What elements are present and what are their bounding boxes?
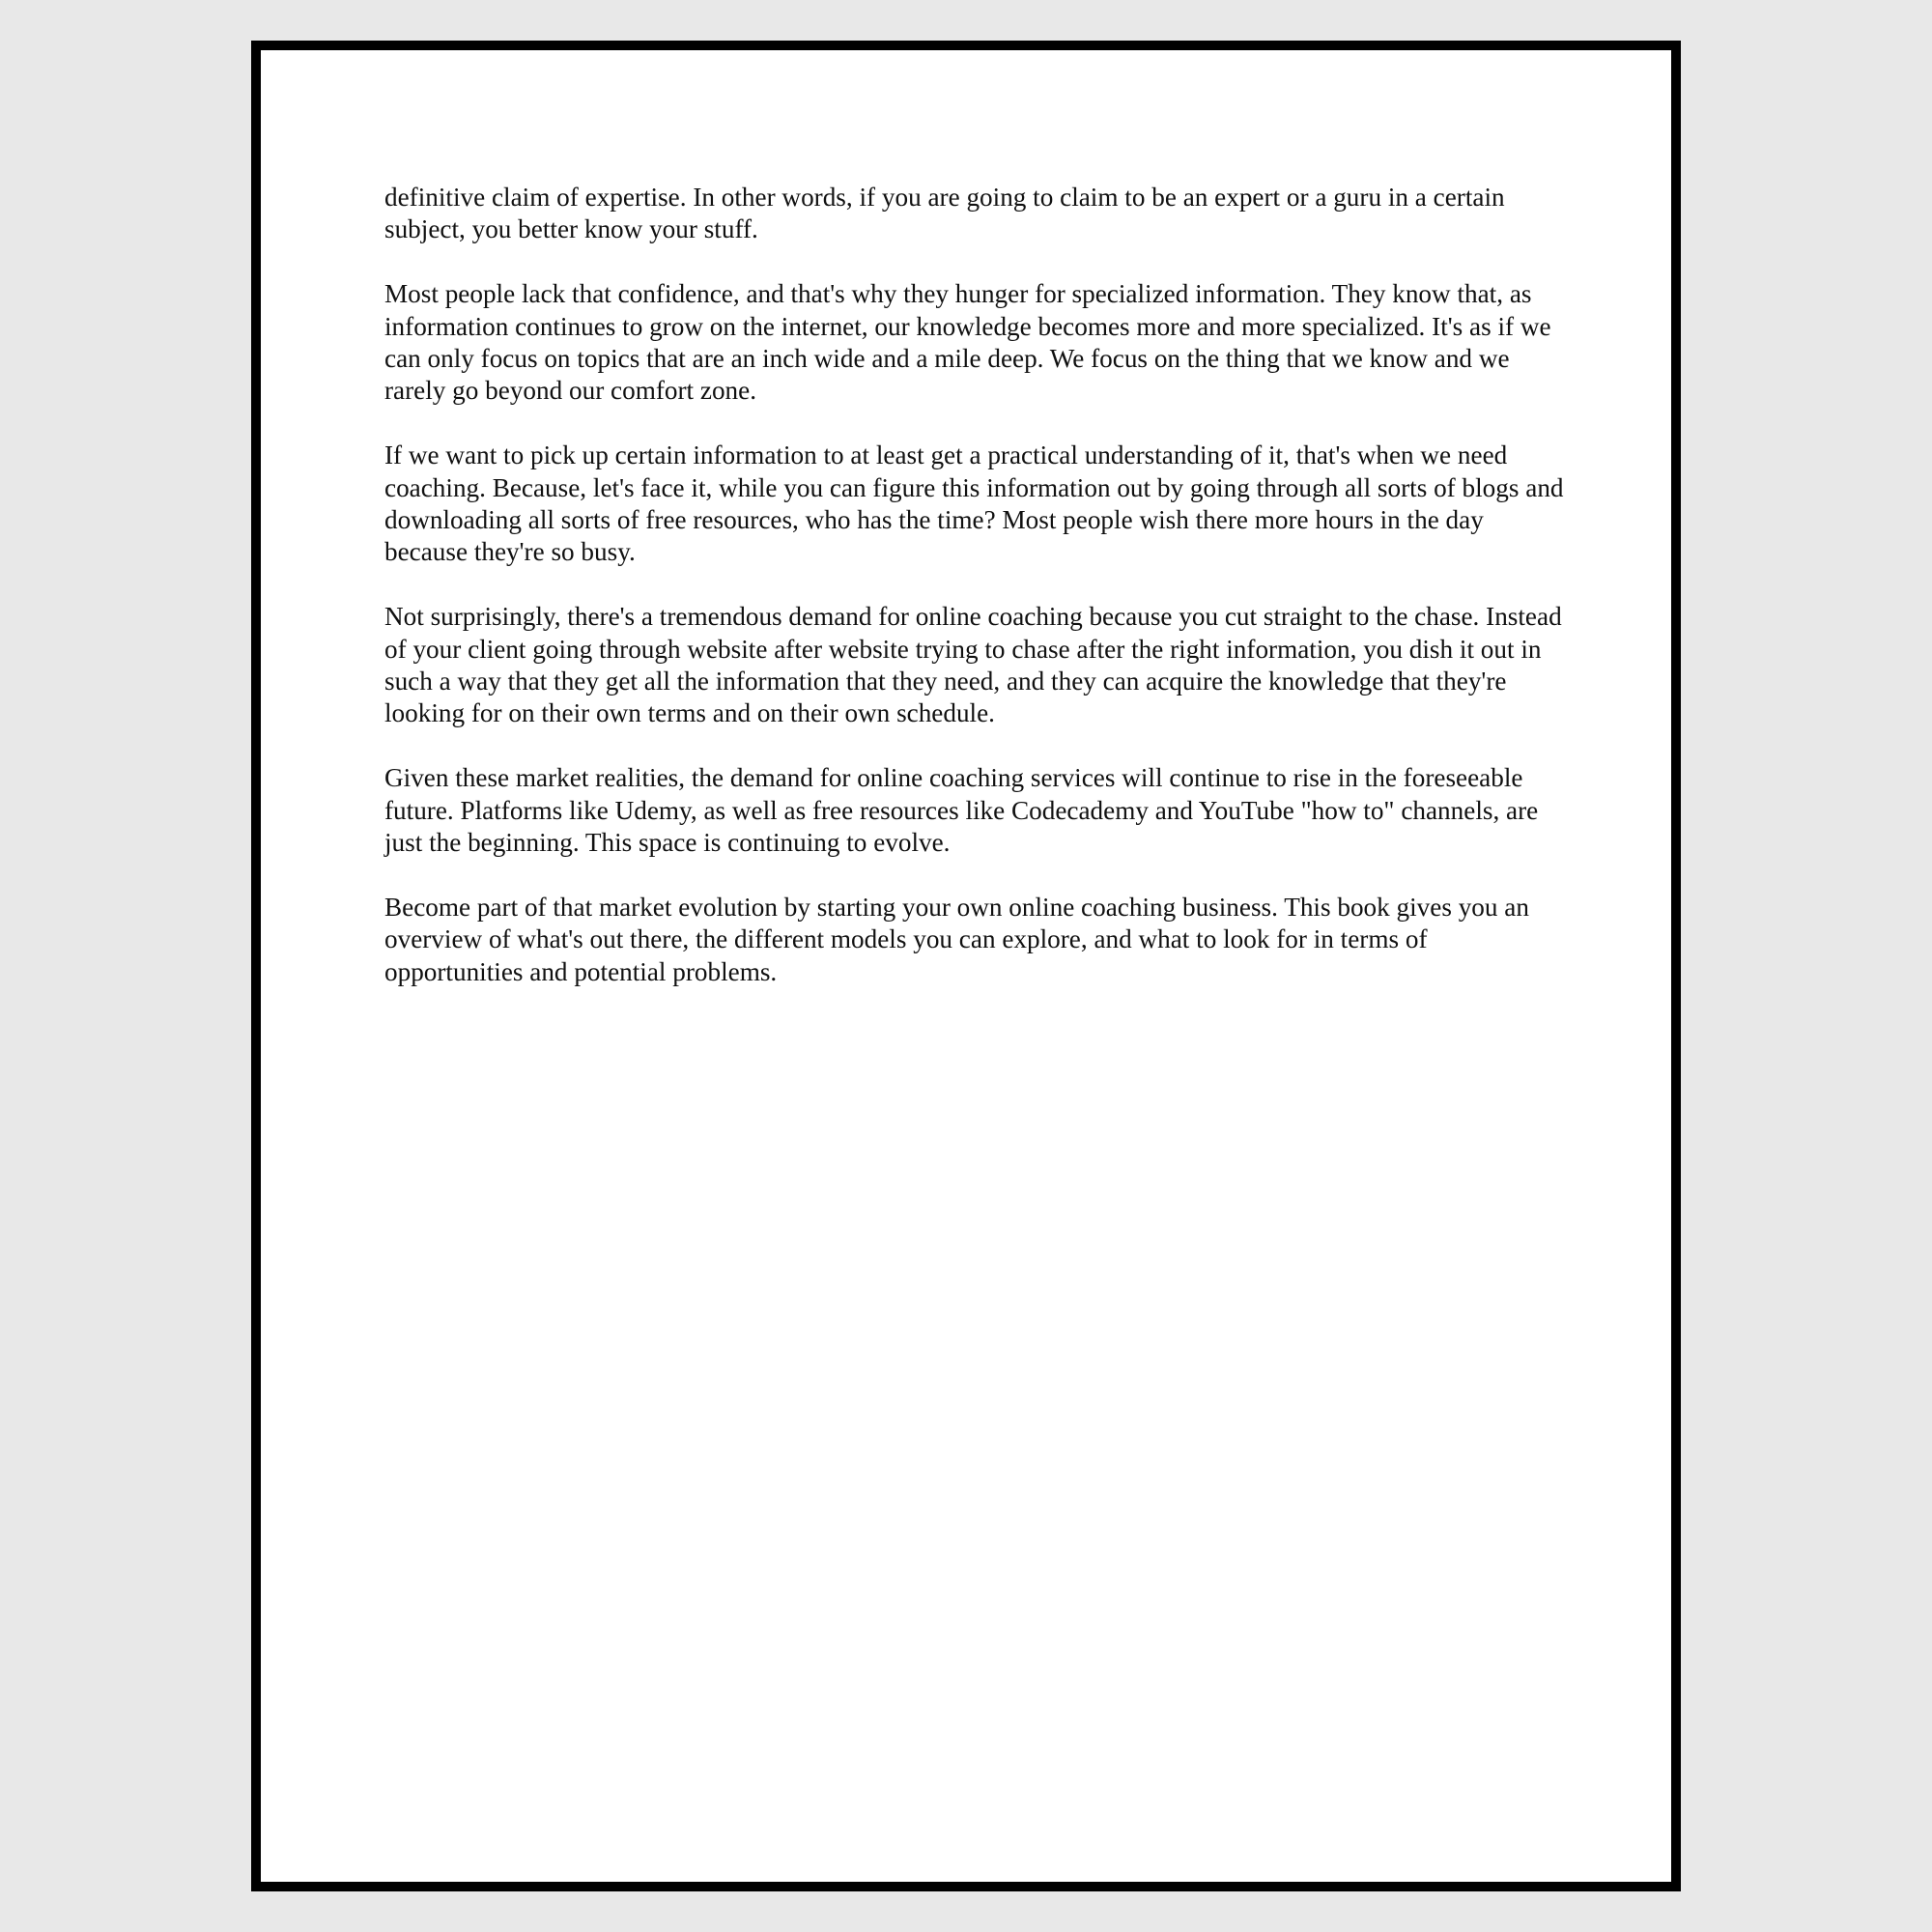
paragraph: Not surprisingly, there's a tremendous demand for online coaching because you cut straight to the chase. Instead of your client going through website after website trying to chase after the right information, you dish it out in such a way that they get all the information that they need, and they can acquire the knowledge that they're looking for on their own terms and on their own schedule.	[384, 602, 1562, 728]
document-page	[251, 41, 1681, 1891]
paragraph: Become part of that market evolution by starting your own online coaching business. This book gives you an overview of what's out there, the different models you can explore, and what to look for in terms of opportunities and potential problems.	[384, 892, 1529, 986]
paragraph: If we want to pick up certain information to at least get a practical understanding of it, that's when we need coaching. Because, let's face it, while you can figure this information out by going through all sorts of blogs and downloading all sorts of free resources, who has the time? Most people wish there more hours in the day because they're so busy.	[384, 440, 1564, 567]
paragraph: Most people lack that confidence, and that's why they hunger for specialized information. They know that, as information continues to grow on the internet, our knowledge becomes more and more specialized. It's as if we can only focus on topics that are an inch wide and a mile deep. We focus on the thing that we know and we rarely go beyond our comfort zone.	[384, 279, 1551, 406]
page-body	[384, 182, 1568, 1020]
paragraph: Given these market realities, the demand for online coaching services will continue to rise in the foreseeable future. Platforms like Udemy, as well as free resources like Codecademy and YouTube "how to" channels, are just the beginning. This space is continuing to evolve.	[384, 763, 1539, 858]
paragraph: definitive claim of expertise. In other words, if you are going to claim to be an expert or a guru in a certain subject, you better know your stuff.	[384, 183, 1505, 244]
